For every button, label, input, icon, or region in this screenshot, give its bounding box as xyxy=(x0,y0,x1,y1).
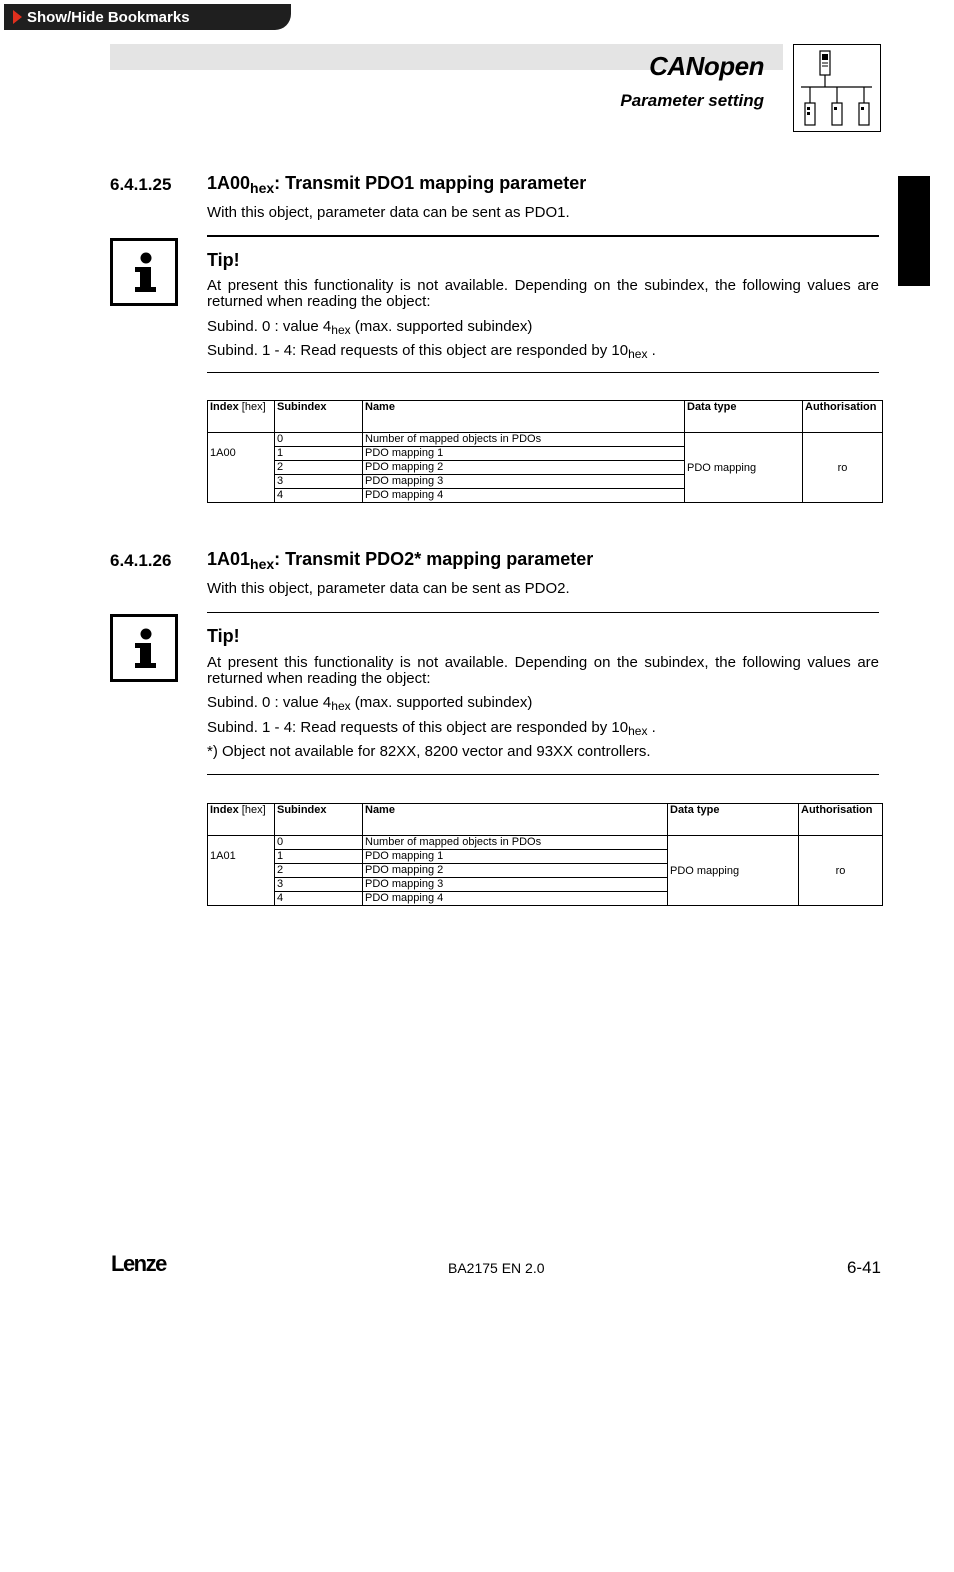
authorisation-cell: ro xyxy=(799,836,883,906)
name-cell: PDO mapping 4 xyxy=(363,489,685,503)
table-row xyxy=(208,836,883,850)
column-header-index: Index [hex] xyxy=(208,401,275,433)
document-id: BA2175 EN 2.0 xyxy=(448,1260,545,1276)
tip-heading: Tip! xyxy=(207,626,240,646)
info-icon xyxy=(110,614,178,682)
column-header-authorisation: Authorisation xyxy=(799,804,883,836)
name-cell: PDO mapping 2 xyxy=(363,461,685,475)
column-header-subindex: Subindex xyxy=(275,401,363,433)
name-cell: PDO mapping 1 xyxy=(363,447,685,461)
index-cell: 1A01 xyxy=(208,836,275,906)
table-row xyxy=(208,433,883,447)
subindex-cell: 3 xyxy=(275,878,363,892)
subindex-cell: 0 xyxy=(275,836,363,850)
page-number: 6-41 xyxy=(846,1258,881,1277)
tip-text: At present this functionality is not available. Depending on the subindex, the following values are returned when reading the object: xyxy=(207,277,879,310)
network-topology-icon xyxy=(793,44,881,132)
divider xyxy=(207,774,879,775)
divider xyxy=(207,612,879,613)
bookmarks-toggle-label: Show/Hide Bookmarks xyxy=(27,8,190,26)
object-table xyxy=(207,400,883,503)
triangle-arrow-icon xyxy=(13,10,22,24)
index-cell: 1A00 xyxy=(208,433,275,503)
bookmarks-toggle-button[interactable] xyxy=(4,4,291,30)
page-subtitle: Parameter setting xyxy=(620,91,764,110)
section-number: 6.4.1.26 xyxy=(110,551,172,570)
section-intro: With this object, parameter data can be sent as PDO2. xyxy=(207,580,570,597)
subindex-cell: 2 xyxy=(275,461,363,475)
column-header-name: Name xyxy=(363,401,685,433)
tip-subindex-1-4: Subind. 1 - 4: Read requests of this object are responded by $10_{hex}$ . xyxy=(207,719,656,738)
datatype-cell: PDO mapping xyxy=(685,433,803,503)
column-header-subindex: Subindex xyxy=(275,804,363,836)
subindex-cell: 0 xyxy=(275,433,363,447)
tip-heading: Tip! xyxy=(207,250,240,270)
info-icon xyxy=(110,238,178,306)
subindex-cell: 4 xyxy=(275,489,363,503)
name-cell: Number of mapped objects in PDOs xyxy=(363,433,685,447)
object-table xyxy=(207,803,883,906)
column-header-index: Index [hex] xyxy=(208,804,275,836)
brand-logo: Lenze xyxy=(111,1251,166,1276)
subindex-cell: 4 xyxy=(275,892,363,906)
column-header-datatype: Data type xyxy=(685,401,803,433)
name-cell: Number of mapped objects in PDOs xyxy=(363,836,668,850)
column-header-datatype: Data type xyxy=(668,804,799,836)
subindex-cell: 1 xyxy=(275,850,363,864)
subindex-cell: 3 xyxy=(275,475,363,489)
subindex-cell: 2 xyxy=(275,864,363,878)
section-title: $1A01_{hex}$: Transmit PDO2* mapping parameter xyxy=(207,549,594,572)
section-title: $1A00_{hex}$: Transmit PDO1 mapping parameter xyxy=(207,173,587,196)
tip-subindex-0: Subind. 0 : value $4_{hex}$ (max. supported subindex) xyxy=(207,694,533,713)
tip-subindex-1-4: Subind. 1 - 4: Read requests of this object are responded by $10_{hex}$ . xyxy=(207,342,656,361)
tip-footnote: *) Object not available for 82XX, 8200 vector and 93XX controllers. xyxy=(207,743,651,760)
column-header-name: Name xyxy=(363,804,668,836)
name-cell: PDO mapping 3 xyxy=(363,878,668,892)
subindex-cell: 1 xyxy=(275,447,363,461)
divider xyxy=(207,372,879,373)
chapter-tab-marker xyxy=(898,176,930,286)
column-header-authorisation: Authorisation xyxy=(803,401,883,433)
divider xyxy=(207,235,879,237)
authorisation-cell: ro xyxy=(803,433,883,503)
page-title: CANopen xyxy=(649,51,764,81)
section-number: 6.4.1.25 xyxy=(110,175,172,194)
name-cell: PDO mapping 3 xyxy=(363,475,685,489)
name-cell: PDO mapping 4 xyxy=(363,892,668,906)
datatype-cell: PDO mapping xyxy=(668,836,799,906)
section-intro: With this object, parameter data can be sent as PDO1. xyxy=(207,204,570,221)
name-cell: PDO mapping 2 xyxy=(363,864,668,878)
name-cell: PDO mapping 1 xyxy=(363,850,668,864)
tip-subindex-0: Subind. 0 : value $4_{hex}$ (max. supported subindex) xyxy=(207,318,533,337)
tip-text: At present this functionality is not available. Depending on the subindex, the following values are returned when reading the object: xyxy=(207,654,879,687)
